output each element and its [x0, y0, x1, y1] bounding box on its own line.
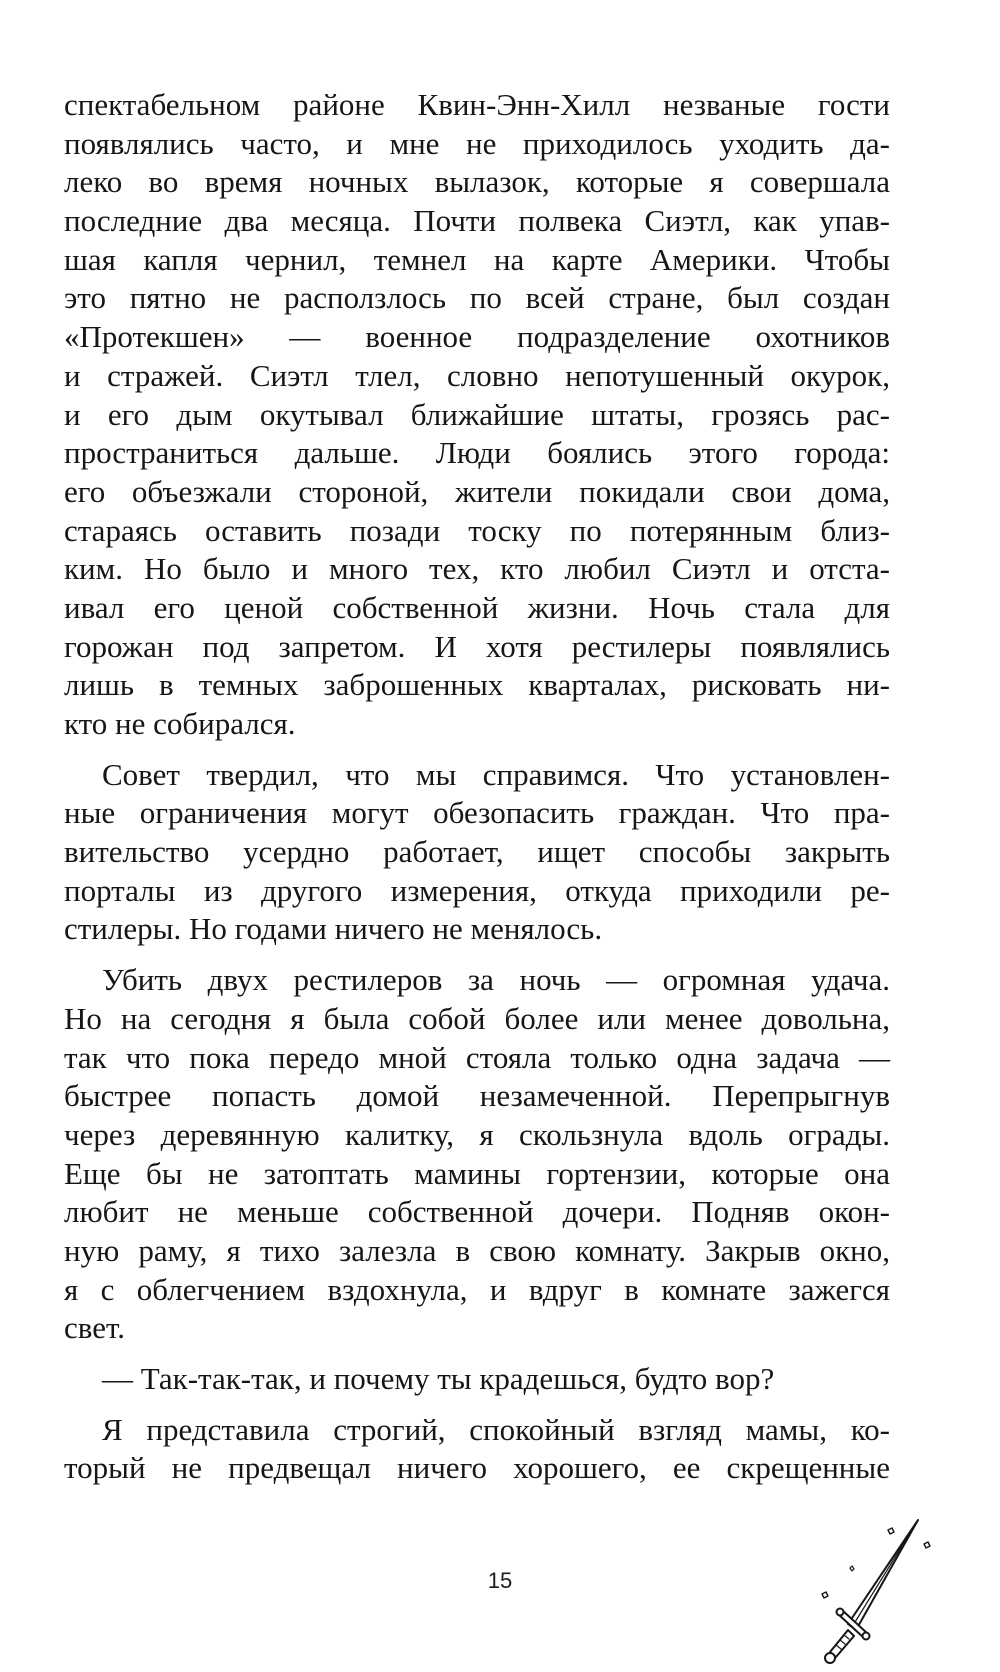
text-line: Убить двух рестилеров за ночь — огромная удача.: [102, 962, 890, 998]
text-line: появлялись часто, и мне не приходилось уходить да-: [64, 125, 890, 161]
paragraph-gap: [64, 949, 890, 961]
body-text: [64, 86, 890, 1488]
text-line: и стражей. Сиэтл тлел, словно непотушенный окурок,: [64, 357, 890, 393]
text-line: Но на сегодня я была собой более или менее довольна,: [64, 1000, 890, 1036]
text-line: так что пока передо мной стояла только одна задача —: [64, 1039, 890, 1075]
text-line: я с облегчением вздохнула, и вдруг в комнате зажегся: [64, 1271, 890, 1307]
text-line: ную раму, я тихо залезла в свою комнату. Закрыв окно,: [64, 1232, 890, 1268]
text-line: кто не собирался.: [64, 706, 296, 741]
text-line: порталы из другого измерения, откуда приходили ре-: [64, 872, 890, 908]
text-line: пространиться дальше. Люди боялись этого города:: [64, 435, 890, 471]
dialogue-line: — Так-так-так, и почему ты крадешься, будто вор?: [102, 1361, 775, 1396]
text-line: его объезжали стороной, жители покидали свои дома,: [64, 473, 890, 509]
text-line: последние два месяца. Почти полвека Сиэтл, как упав-: [64, 203, 890, 239]
text-line: через деревянную калитку, я скользнула вдоль ограды.: [64, 1116, 890, 1152]
text-line: ким. Но было и много тех, кто любил Сиэтл и отста-: [64, 551, 890, 587]
text-line: любит не меньше собственной дочери. Подняв окон-: [64, 1194, 890, 1230]
text-line: Еще бы не затоптать мамины гортензии, которые она: [64, 1155, 890, 1191]
text-line: лишь в темных заброшенных кварталах, рисковать ни-: [64, 667, 890, 703]
page-number: 15: [487, 1568, 513, 1593]
text-line: «Протекшен» — военное подразделение охотников: [64, 319, 890, 355]
text-line: стилеры. Но годами ничего не менялось.: [64, 911, 603, 947]
text-line: свет.: [64, 1310, 125, 1346]
dagger-icon: [818, 1508, 998, 1668]
text-line: стараясь оставить позади тоску по потерянным близ-: [64, 512, 890, 548]
text-line: горожан под запретом. И хотя рестилеры появлялись: [64, 628, 890, 664]
text-line: спектабельном районе Квин-Энн-Хилл незваные гости: [64, 87, 890, 122]
text-line: вительство усердно работает, ищет способы закрыть: [64, 834, 890, 870]
paragraph-gap: [64, 1399, 890, 1411]
text-line: ные ограничения могут обезопасить граждан. Что пра-: [64, 795, 890, 831]
text-line: Я представила строгий, спокойный взгляд мамы, ко-: [102, 1411, 890, 1447]
text-line: быстрее попасть домой незамеченной. Перепрыгнув: [64, 1078, 890, 1114]
text-line: торый не предвещал ничего хорошего, ее скрещенные: [64, 1450, 890, 1486]
paragraph-gap: [64, 744, 890, 756]
text-line: леко во время ночных вылазок, которые я совершала: [64, 164, 890, 200]
text-line: Совет твердил, что мы справимся. Что установлен-: [102, 756, 890, 792]
text-line: это пятно не расползлось по всей стране, был создан: [64, 280, 890, 316]
text-line: ивал его ценой собственной жизни. Ночь стала для: [64, 589, 890, 625]
text-line: шая капля чернил, темнел на карте Америки. Чтобы: [64, 241, 890, 277]
paragraph-gap: [64, 1348, 890, 1360]
text-line: и его дым окутывал ближайшие штаты, грозясь рас-: [64, 396, 890, 432]
